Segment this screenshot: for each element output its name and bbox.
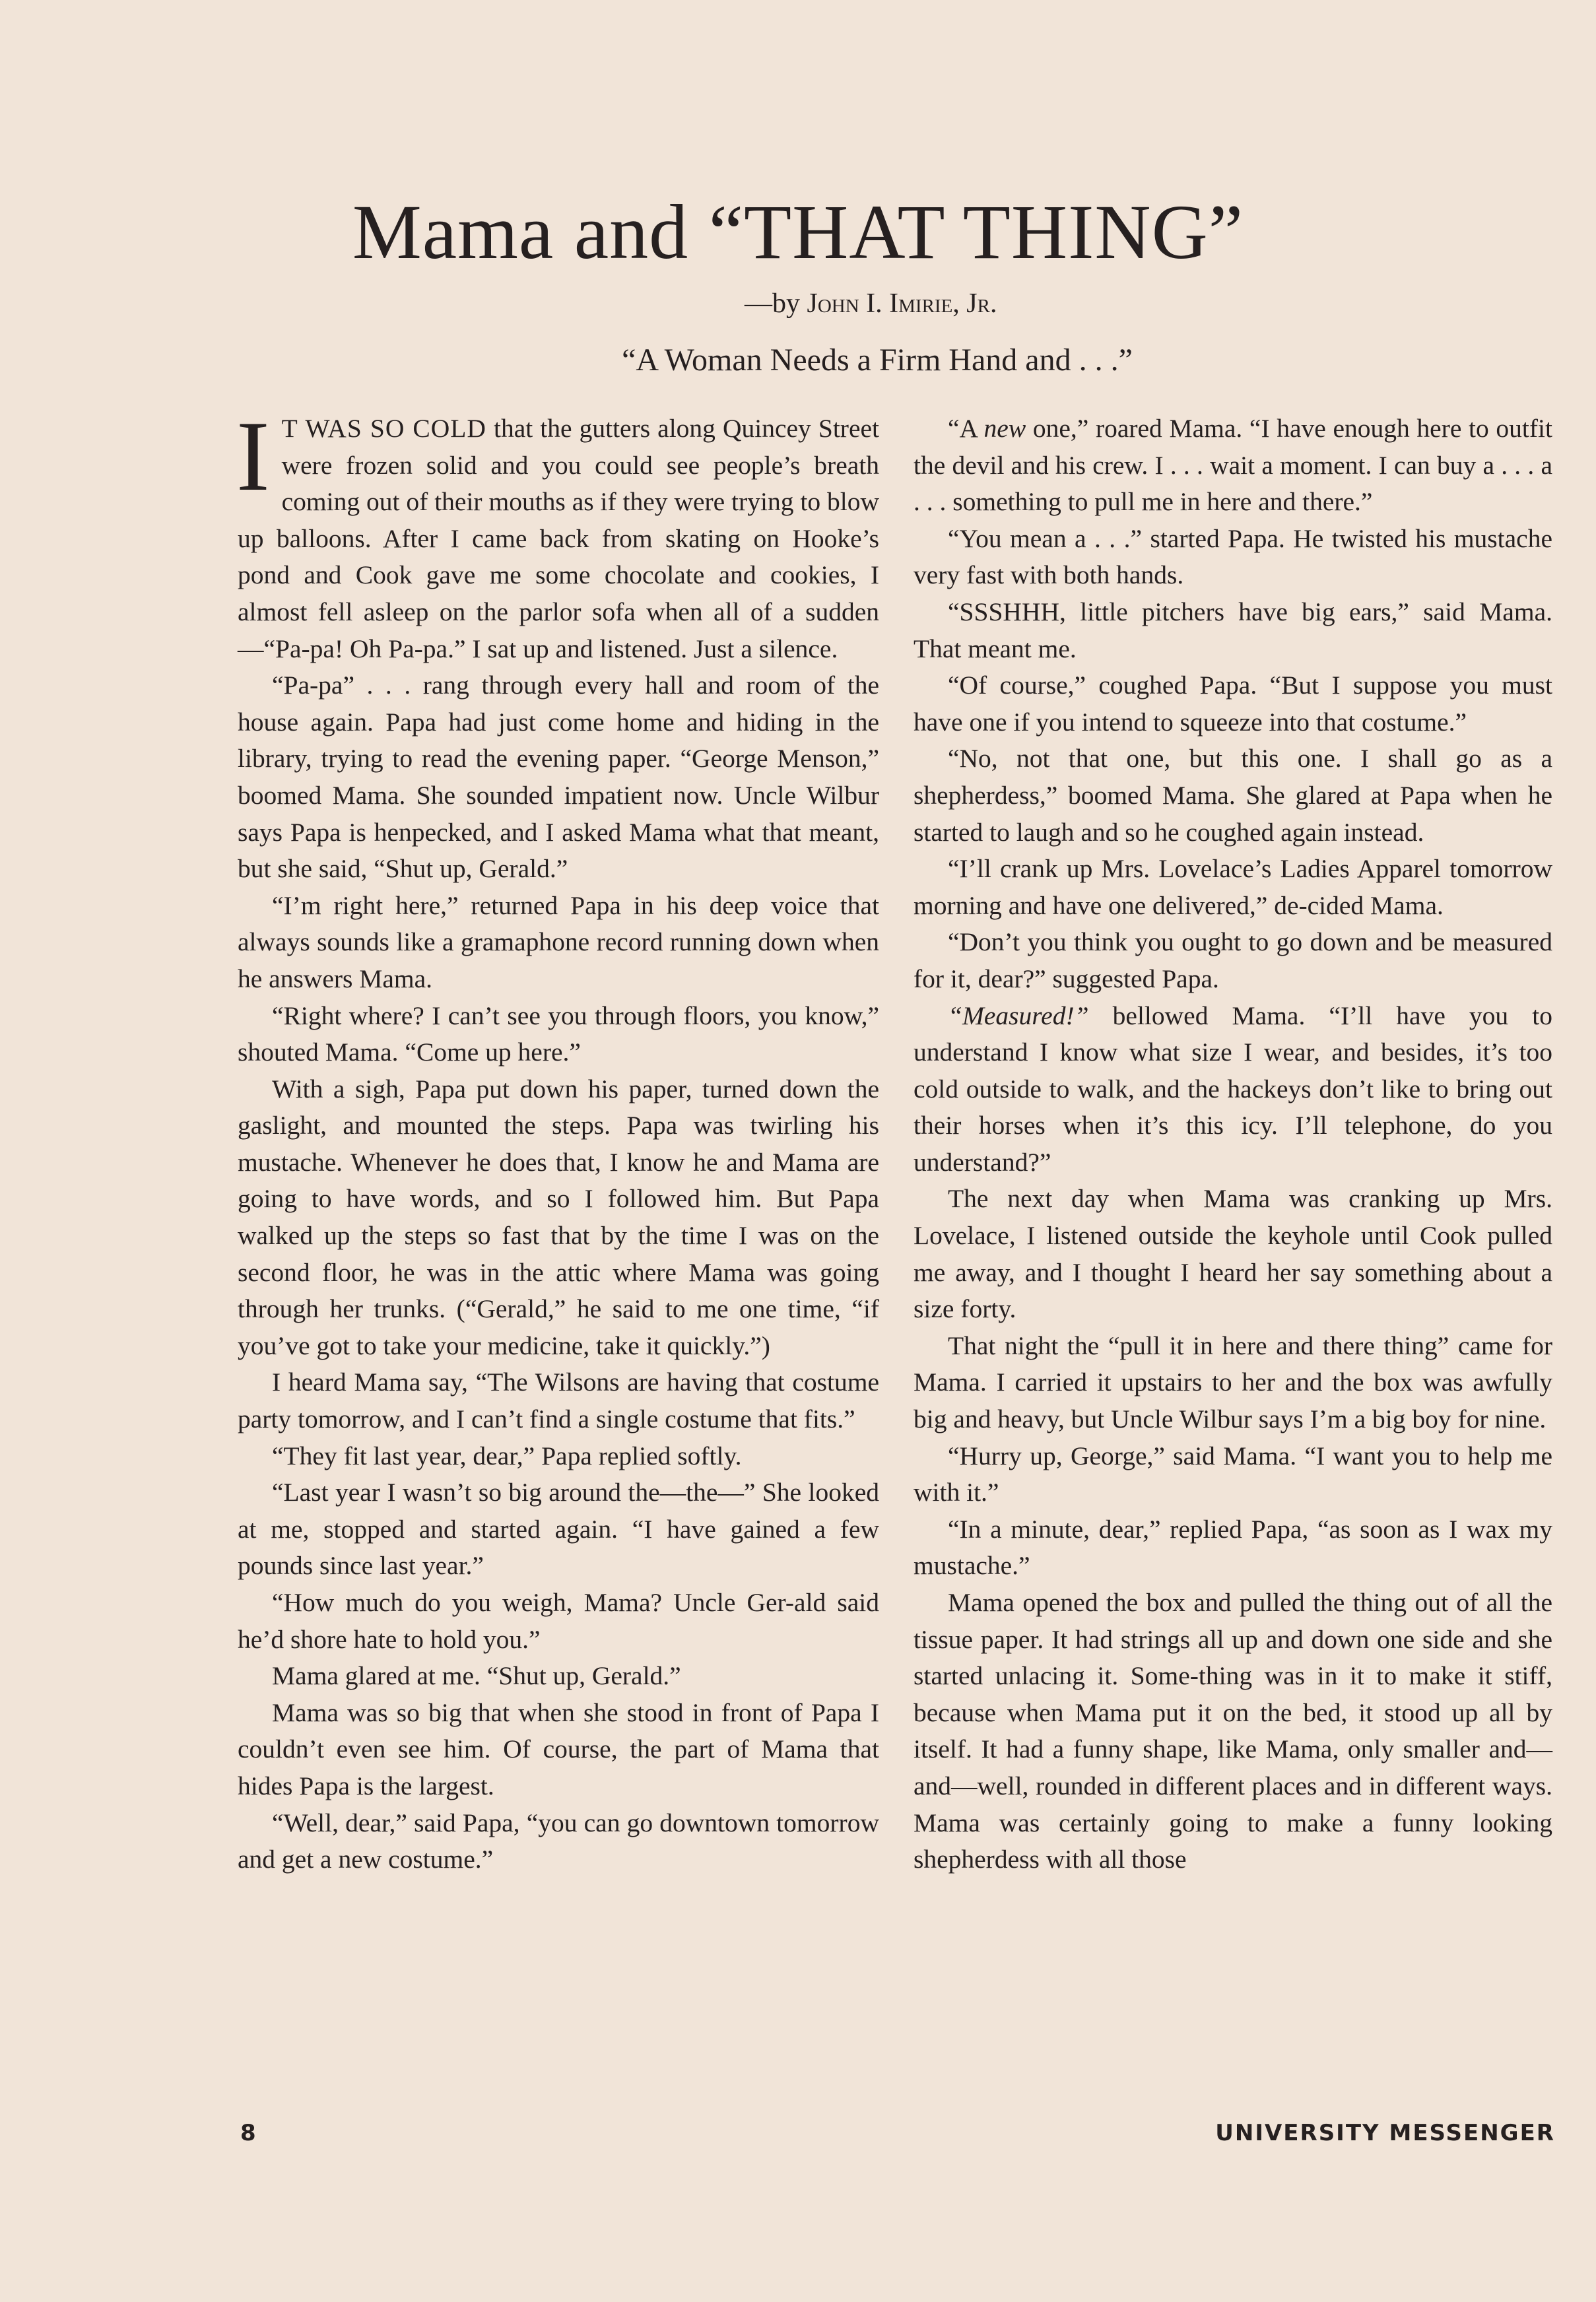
paragraph: “In a minute, dear,” replied Papa, “as soon as I wax my mustache.” (914, 1514, 1552, 1581)
paragraph: “No, not that one, but this one. I shall go as a shepherdess,” boomed Mama. She glared at Papa when he started to laugh and so he coughed again instead. (914, 744, 1552, 847)
paragraph: “Last year I wasn’t so big around the—the—” She looked at me, stopped and started again. “I have gained a few pounds since last year.” (238, 1478, 879, 1581)
paragraph-text: one,” roared Mama. “I have enough here to outfit the devil and his crew. I . . . wait a moment. I can buy a . . . a . . . something to pull me in here and there.” (914, 414, 1552, 517)
paragraph: “Of course,” coughed Papa. “But I suppose you must have one if you intend to squeeze into that costume.” (914, 671, 1552, 737)
paragraph-text: “A (948, 414, 984, 443)
paragraph: “I’ll crank up Mrs. Lovelace’s Ladies Apparel tomorrow morning and have one delivered,” de-cided Mama. (914, 854, 1552, 920)
page-number: 8 (240, 2120, 256, 2146)
paragraph (914, 998, 1552, 1181)
byline-author: John I. Imirie, Jr. (807, 288, 997, 319)
paragraph: With a sigh, Papa put down his paper, turned down the gaslight, and mounted the steps. Papa was twirling his mustache. Whenever he does that, I know he and Mama are going to have words, and so I followed him. But Papa walked up the steps so fast that by the time I was on the second floor, he was in the attic where Mama was going through her trunks. (“Gerald,” he said to me one time, “if you’ve got to take your medicine, take it quickly.”) (238, 1074, 879, 1360)
byline-prefix: —by (745, 288, 807, 319)
opening-paragraph (236, 401, 880, 667)
byline (745, 284, 997, 323)
paragraph: “Don’t you think you ought to go down and be measured for it, dear?” suggested Papa. (914, 927, 1552, 993)
opening-text: that the gutters along Quincey Street were frozen solid and you could see people’s breath coming out of their mouths as if they were trying to blow up balloons. After I came back from skating on Hooke’s pond and Cook gave me some chocolate and cookies, I almost fell asleep on the parlor sofa when all of a sudden—“Pa-pa! Oh Pa-pa.” I sat up and listened. Just a silence. (238, 414, 880, 663)
paragraph-text: bellowed Mama. “I’ll have you to understand I know what size I wear, and besides, it’s too cold outside to walk, and the hackeys don’t like to bring out their horses when it’s this icy. I’ll telephone, do you understand?” (914, 1001, 1552, 1177)
article-subtitle: “A Woman Needs a Firm Hand and . . .” (622, 343, 1133, 378)
article-title: Mama and “THAT THING” (352, 189, 1244, 275)
right-column (914, 411, 1552, 1878)
left-column (236, 401, 880, 1878)
paragraph: “How much do you weigh, Mama? Uncle Ger-ald said he’d shore hate to hold you.” (238, 1588, 879, 1654)
drop-cap: I (236, 401, 270, 511)
paragraph: Mama opened the box and pulled the thing out of all the tissue paper. It had strings all up and down one side and she started unlacing it. Some-thing was in it to make it stiff, because when Mama put it on the bed, it stood up all by itself. It had a funny shape, like Mama, only smaller and—and—well, rounded in different places and in different ways. Mama was certainly going to make a funny looking shepherdess with all those (914, 1588, 1552, 1874)
paragraph: Mama was so big that when she stood in front of Papa I couldn’t even see him. Of course, the part of Mama that hides Papa is the largest. (238, 1697, 879, 1800)
paragraph: Mama glared at me. “Shut up, Gerald.” (272, 1661, 681, 1691)
paragraph: “Pa-pa” . . . rang through every hall and room of the house again. Papa had just come home and hiding in the library, trying to read the evening paper. “George Menson,” boomed Mama. She sounded impatient now. Uncle Wilbur says Papa is henpecked, and I asked Mama what that meant, but she said, “Shut up, Gerald.” (238, 671, 879, 884)
paragraph: “I’m right here,” returned Papa in his deep voice that always sounds like a gramaphone record running down when he answers Mama. (238, 890, 879, 993)
paragraph: The next day when Mama was cranking up Mrs. Lovelace, I listened outside the keyhole until Cook pulled me away, and I thought I heard her say something about a size forty. (914, 1184, 1552, 1324)
paragraph: I heard Mama say, “The Wilsons are having that costume party tomorrow, and I can’t find a single costume that fits.” (238, 1367, 879, 1434)
paragraph: “They fit last year, dear,” Papa replied softly. (272, 1441, 742, 1470)
paragraph: “Well, dear,” said Papa, “you can go downtown tomorrow and get a new costume.” (238, 1808, 879, 1874)
emphasis-text: new (983, 414, 1026, 443)
paragraph: “Hurry up, George,” said Mama. “I want you to help me with it.” (914, 1441, 1552, 1507)
paragraph: “SSSHHH, little pitchers have big ears,” said Mama. That meant me. (914, 597, 1552, 663)
emphasis-text: “Measured!” (948, 1001, 1089, 1030)
paragraph: “You mean a . . .” started Papa. He twisted his mustache very fast with both hands. (914, 523, 1552, 590)
lead-in: T WAS SO COLD (281, 414, 486, 443)
paragraph: That night the “pull it in here and there thing” came for Mama. I carried it upstairs to her and the box was awfully big and heavy, but Uncle Wilbur says I’m a big boy for nine. (914, 1331, 1552, 1434)
magazine-name: UNIVERSITY MESSENGER (1215, 2120, 1555, 2146)
paragraph (914, 411, 1552, 521)
paragraph: “Right where? I can’t see you through floors, you know,” shouted Mama. “Come up here.” (238, 1001, 879, 1067)
